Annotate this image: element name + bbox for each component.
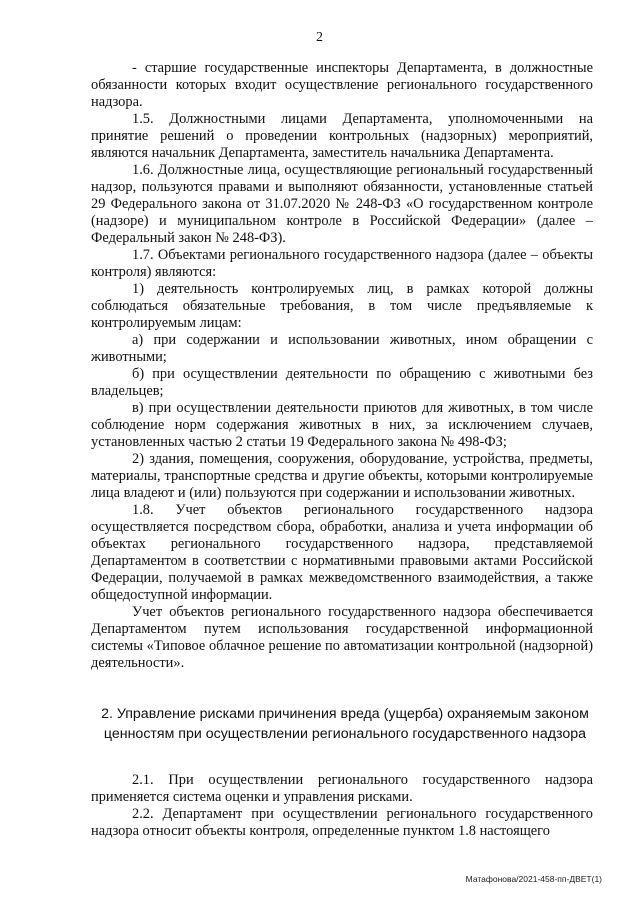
paragraph-1-7-item-1: 1) деятельность контролируемых лиц, в рамках которой должны соблюдаться обязательные требования, в том числе предъявляемые к контролируемым лицам: (91, 281, 593, 331)
paragraph-1-7-item-2: 2) здания, помещения, сооружения, оборудование, устройства, предметы, материалы, транспортные средства и другие объекты, которыми контролируемые лица владеют и (или) пользуются при содержании и использовании животных. (91, 451, 593, 501)
paragraph-1-5: 1.5. Должностными лицами Департамента, уполномоченными на принятие решений о проведении контрольных (надзорных) мероприятий, являются начальник Департамента, заместитель начальника Департамента. (91, 111, 593, 161)
paragraph-1-7: 1.7. Объектами регионального государственного надзора (далее – объекты контроля) являются: (91, 247, 593, 280)
paragraph-1-7-item-b: б) при осуществлении деятельности по обращению с животными без владельцев; (91, 366, 593, 399)
paragraph-1-7-item-v: в) при осуществлении деятельности приютов для животных, в том числе соблюдение норм содержания животных в них, за исключением случаев, установленных частью 2 статьи 19 Федерального закона № 498-ФЗ; (91, 400, 593, 450)
page-number: 2 (316, 30, 323, 45)
section-heading: 2. Управление рисками причинения вреда (ущерба) охраняемым законом ценностям при осуществлении регионального государственного надзора (101, 706, 589, 742)
document-body (91, 60, 593, 840)
paragraph-1-8-accounting: Учет объектов регионального государственного надзора обеспечивается Департаментом путем использования государственной информационной системы «Типовое облачное решение по автоматизации контрольной (надзорной) деятельности». (91, 604, 593, 671)
footer-document-code: Матафонова/2021-458-пп-ДВЕТ(1) (465, 874, 602, 884)
paragraph-1-8: 1.8. Учет объектов регионального государственного надзора осуществляется посредством сбора, обработки, анализа и учета информации об объектах регионального государственного надзора, представляемой Департаментом в соответствии с нормативными правовыми актами Российской Федерации, получаемой в рамках межведомственного взаимодействия, а также общедоступной информации. (91, 502, 593, 603)
paragraph-2-1: 2.1. При осуществлении регионального государственного надзора применяется система оценки и управления рисками. (91, 772, 593, 805)
paragraph-1-6: 1.6. Должностные лица, осуществляющие региональный государственный надзор, пользуются правами и выполняют обязанности, установленные статьей 29 Федерального закона от 31.07.2020 № 248-ФЗ «О государственном контроле (надзоре) и муниципальном контроле в Российской Федерации» (далее – Федеральный закон № 248-ФЗ). (91, 162, 593, 246)
paragraph-1-7-item-a: а) при содержании и использовании животных, ином обращении с животными; (91, 332, 593, 365)
paragraph-2-2: 2.2. Департамент при осуществлении регионального государственного надзора относит объекты контроля, определенные пунктом 1.8 настоящего (91, 806, 593, 839)
paragraph-inspectors: - старшие государственные инспекторы Департамента, в должностные обязанности которых входит осуществление регионального государственного надзора. (91, 60, 593, 110)
